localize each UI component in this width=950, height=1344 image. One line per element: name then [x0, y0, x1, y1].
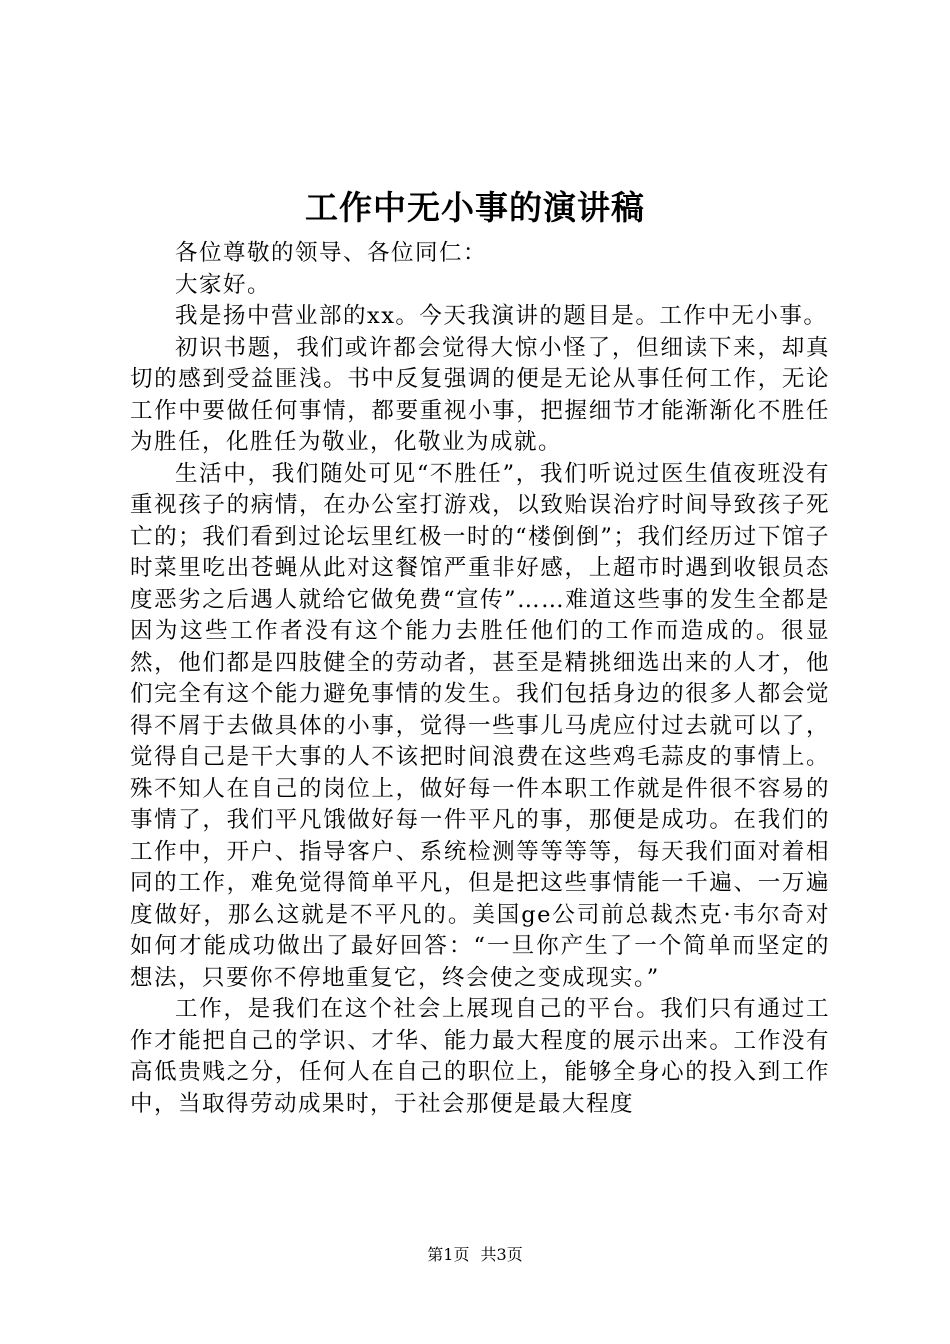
- salutation: 各位尊敬的领导、各位同仁：: [175, 240, 488, 266]
- paragraph-work: 工作，是我们在这个社会上展现自己的平台。我们只有通过工作才能把自己的学识、才华、能力最大程度的展示出来。工作没有高低贵贱之分，任何人在自己的职位上，能够全身心的投入到工作中，当取得劳动成果时，于社会那便是最大程度: [130, 996, 830, 1117]
- page-number: 第1页: [427, 1245, 470, 1264]
- paragraph-intro: 我是扬中营业部的xx。今天我演讲的题目是。工作中无小事。: [175, 303, 828, 329]
- paragraph-book: 初识书题，我们或许都会觉得大惊小怪了，但细读下来，却真切的感到受益匪浅。书中反复强调的便是无论从事任何工作，无论工作中要做任何事情，都要重视小事，把握细节才能渐渐化不胜任为胜任，化胜任为敬业，化敬业为成就。: [130, 334, 830, 455]
- greeting: 大家好。: [175, 271, 272, 298]
- page-footer: [0, 1245, 950, 1265]
- paragraph-life: 生活中，我们随处可见“不胜任”，我们听说过医生值夜班没有重视孩子的病情，在办公室打游戏，以致贻误治疗时间导致孩子死亡的；我们看到过论坛里红极一时的“楼倒倒”；我们经历过下馆子时菜里吃出苍蝇从此对这餐馆严重非好感，上超市时遇到收银员态度恶劣之后遇人就给它做免费“宣传”……难道这些事的发生全都是因为这些工作者没有这个能力去胜任他们的工作而造成的。很显然，他们都是四肢健全的劳动者，甚至是精挑细选出来的人才，他们完全有这个能力避免事情的发生。我们包括身边的很多人都会觉得不屑于去做具体的小事，觉得一些事儿马虎应付过去就可以了，觉得自己是干大事的人不该把时间浪费在这些鸡毛蒜皮的事情上。殊不知人在自己的岗位上，做好每一件本职工作就是件很不容易的事情了，我们平凡饿做好每一件平凡的事，那便是成功。在我们的工作中，开户、指导客户、系统检测等等等等，每天我们面对着相同的工作，难免觉得简单平凡，但是把这些事情能一千遍、一万遍度做好，那么这就是不平凡的。美国ge公司前总裁杰克·韦尔奇对如何才能成功做出了最好回答：“一旦你产生了一个简单而坚定的想法，只要你不停地重复它，终会使之变成现实。”: [130, 460, 830, 991]
- page-total: 共3页: [480, 1245, 523, 1264]
- document-body: [130, 238, 830, 1120]
- document-title: 工作中无小事的演讲稿: [305, 188, 645, 227]
